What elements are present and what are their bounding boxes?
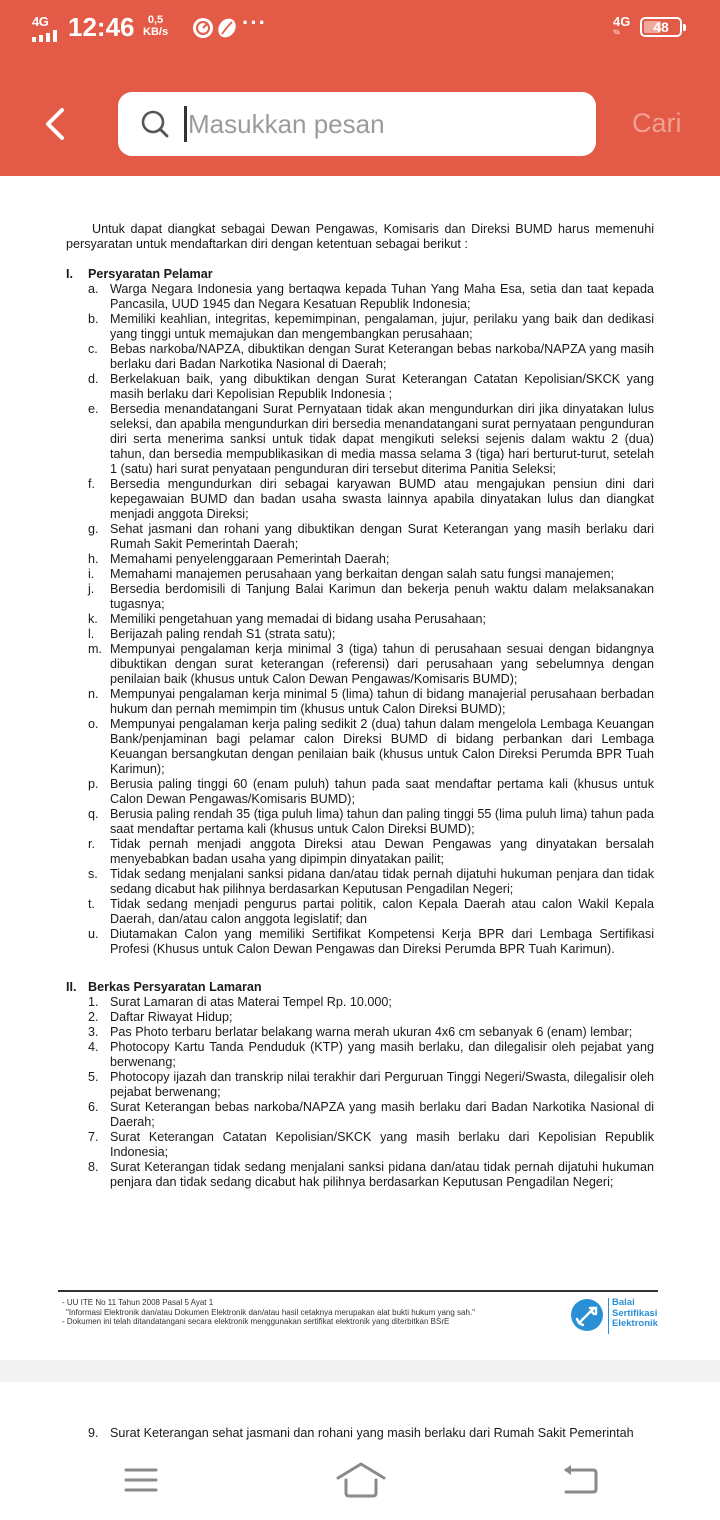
list-item: r. Tidak pernah menjadi anggota Direksi atau Dewan Pengawas yang dinyatakan bersalah menyebabkan badan usaha yang dipimpin dinyatakan pailit; — [88, 837, 654, 866]
app-leaf-icon — [216, 17, 238, 39]
list-item: u. Diutamakan Calon yang memiliki Sertifikat Kompetensi Kerja BPR dari Lembaga Sertifikasi Profesi (Khusus untuk Calon Dewan Pengawas dan Direksi Perumda BPR Tuah Karimun). — [88, 927, 654, 956]
list-item: 8. Surat Keterangan tidak sedang menjalani sanksi pidana dan/atau tidak pernah dijatuhi hukuman penjara dan tidak sedang dicabut hak pilihnya berdasarkan Keputusan Pengadilan Negeri; — [88, 1160, 654, 1189]
list-item: f. Bersedia mengundurkan diri sebagai karyawan BUMD atau mengajukan pensiun dini dari kepegawaian BUMD dan badan usaha swasta lainnya apabila dinyatakan lulus dan diangkat menjadi anggota Direksi; — [88, 477, 654, 521]
list-item: 5. Photocopy ijazah dan transkrip nilai terakhir dari Perguruan Tinggi Negeri/Swasta, dilegalisir oleh pejabat berwenang; — [88, 1070, 654, 1099]
menu-icon — [122, 1462, 162, 1498]
list-item: 4. Photocopy Kartu Tanda Penduduk (KTP) yang masih berlaku, dan dilegalisir oleh pejabat yang berwenang; — [88, 1040, 654, 1069]
home-icon — [336, 1462, 386, 1498]
list-item: n. Mempunyai pengalaman kerja minimal 5 (lima) tahun di bidang manajerial perusahaan berbadan hukum dan pernah memimpin tim (khusus untuk Calon Direksi BUMD); — [88, 687, 654, 716]
persyaratan-pelamar-list — [88, 282, 654, 957]
text-caret — [184, 106, 187, 142]
recent-apps-button[interactable] — [122, 1462, 162, 1498]
back-button[interactable] — [40, 104, 72, 144]
section-title: Berkas Persyaratan Lamaran — [88, 980, 262, 994]
berkas-persyaratan-list — [88, 995, 654, 1190]
footer-line: "Informasi Elektronik dan/atau Dokumen Elektronik dan/atau hasil cetaknya merupakan alat bukti hukum yang sah." — [66, 1307, 476, 1317]
logo-text: Balai — [612, 1297, 635, 1308]
list-item: s. Tidak sedang menjalani sanksi pidana dan/atau tidak pernah dijatuhi hukuman penjara dan tidak sedang dicabut hak pilihnya berdasarkan Keputusan Pengadilan Negeri; — [88, 867, 654, 896]
network-type-right: 4G — [613, 14, 631, 29]
list-item: q. Berusia paling rendah 35 (tiga puluh lima) tahun dan paling tinggi 55 (lima puluh lima) tahun pada saat mendaftar pertama kali (khusus untuk Calon Direksi BUMD); — [88, 807, 654, 836]
list-item: 2. Daftar Riwayat Hidup; — [88, 1010, 233, 1024]
signal-bars-icon — [32, 30, 57, 42]
search-bar[interactable] — [118, 92, 596, 156]
logo-text: Sertifikasi — [612, 1307, 658, 1319]
list-item: 1. Surat Lamaran di atas Materai Tempel Rp. 10.000; — [88, 995, 392, 1009]
list-item: b. Memiliki keahlian, integritas, kepemimpinan, pengalaman, jujur, perilaku yang baik dan dedikasi yang tinggi untuk memajukan dan mengembangkan perusahaan; — [88, 312, 654, 341]
list-item: 9. Surat Keterangan sehat jasmani dan rohani yang masih berlaku dari Rumah Sakit Pemerintah — [88, 1426, 634, 1440]
search-icon — [140, 109, 170, 139]
system-nav-bar — [0, 1440, 720, 1520]
clock: 12:46 — [68, 12, 135, 42]
back-nav-button[interactable] — [560, 1462, 600, 1498]
mobile-data-indicator — [613, 14, 630, 36]
list-item: t. Tidak sedang menjadi pengurus partai politik, calon Kepala Daerah atau calon Wakil Kepala Daerah, dan/atau calon anggota legislatif; dan — [88, 897, 654, 926]
signature-notice — [62, 1298, 562, 1327]
data-arrows-icon: ▾▴ — [613, 27, 620, 36]
next-document-page[interactable] — [0, 1382, 720, 1440]
page-separator — [0, 1360, 720, 1382]
status-bar — [0, 0, 720, 56]
section-number: I. — [66, 267, 73, 281]
list-item: h. Memahami penyelenggaraan Pemerintah Daerah; — [88, 552, 390, 566]
intro-paragraph: Untuk dapat diangkat sebagai Dewan Pengawas, Komisaris dan Direksi BUMD harus memenuhi persyaratan untuk mendaftarkan diri dengan ketentuan sebagai berikut : — [66, 222, 654, 251]
list-item: k. Memiliki pengetahuan yang memadai di bidang usaha Perusahaan; — [88, 612, 486, 626]
list-item: c. Bebas narkoba/NAPZA, dibuktikan dengan Surat Keterangan bebas narkoba/NAPZA yang masih berlaku dari Badan Narkotika Nasional di Daerah; — [88, 342, 654, 371]
key-logo-icon — [570, 1298, 604, 1332]
speed-unit: KB/s — [143, 26, 169, 38]
back-icon — [560, 1462, 600, 1498]
search-button[interactable]: Cari — [632, 108, 682, 138]
list-item: i. Memahami manajemen perusahaan yang berkaitan dengan salah satu fungsi manajemen; — [88, 567, 615, 581]
footer-divider — [58, 1290, 658, 1292]
chevron-left-icon — [40, 104, 72, 144]
list-item: 3. Pas Photo terbaru berlatar belakang warna merah ukuran 4x6 cm sebanyak 6 (enam) lembar; — [88, 1025, 633, 1039]
list-item: 6. Surat Keterangan bebas narkoba/NAPZA yang masih berlaku dari Badan Narkotika Nasional di Daerah; — [88, 1100, 654, 1129]
document-page[interactable] — [0, 176, 720, 1360]
speedometer-icon — [192, 17, 214, 39]
search-input[interactable] — [188, 102, 578, 146]
signal-indicator — [32, 14, 62, 42]
list-item: l. Berijazah paling rendah S1 (strata satu); — [88, 627, 336, 641]
section-title: Persyaratan Pelamar — [88, 267, 213, 281]
list-item: o. Mempunyai pengalaman kerja paling sedikit 2 (dua) tahun dalam mengelola Lembaga Keuangan Bank/penjaminan bagi pelamar calon Direksi BUMD di bidang perbankan dari Lembaga Keuangan bersangkutan dengan penilaian baik (khusus untuk Calon Direksi Perumda BPR Tuah Karimun); — [88, 717, 654, 776]
app-header — [0, 0, 720, 176]
list-item: m. Mempunyai pengalaman kerja minimal 3 (tiga) tahun di perusahaan sesuai dengan bidangnya dibuktikan dengan surat keterangan (referensi) dari perusahaan yang sebelumnya dengan penilaian baik (khusus untuk Calon Dewan Pengawas/Komisaris BUMD); — [88, 642, 654, 686]
section-number: II. — [66, 980, 77, 994]
network-speed — [143, 14, 168, 38]
footer-line: - Dokumen ini telah ditandatangani secara elektronik menggunakan sertifikat elektronik yang diterbitkan BSrE — [62, 1317, 450, 1327]
battery-level: 48 — [653, 19, 669, 35]
list-item: g. Sehat jasmani dan rohani yang dibuktikan dengan Surat Keterangan yang masih berlaku dari Rumah Sakit Pemerintah Daerah; — [88, 522, 654, 551]
battery-icon — [640, 17, 682, 37]
list-item: d. Berkelakuan baik, yang dibuktikan dengan Surat Keterangan Catatan Kepolisian/SKCK yang masih berlaku dari Kepolisian Republik Indonesia ; — [88, 372, 654, 401]
footer-line: - UU ITE No 11 Tahun 2008 Pasal 5 Ayat 1 — [62, 1298, 214, 1307]
more-dots-icon: ··· — [242, 10, 267, 35]
bsre-logo — [570, 1298, 660, 1338]
section-heading-persyaratan-pelamar — [66, 267, 213, 282]
speed-value: 0,5 — [147, 14, 164, 26]
list-item: 7. Surat Keterangan Catatan Kepolisian/SKCK yang masih berlaku dari Kepolisian Republik Indonesia; — [88, 1130, 654, 1159]
section-heading-berkas-persyaratan — [66, 980, 262, 995]
list-item: e. Bersedia menandatangani Surat Pernyataan tidak akan mengundurkan diri jika dinyatakan lulus seleksi, dan apabila mengundurkan diri bersedia menandatangani surat pernyataan pengunduran diri serta menerima sanksi untuk tidak dapat mengikuti seleksi sejenis dalam waktu 2 (dua) tahun, dan bersedia mempublikasikan di media massa selama 3 (tiga) hari berturut-turut, setelah 1 (satu) hari surat penyataan pengunduran diri tersebut diterima Panitia Seleksi; — [88, 402, 654, 476]
network-type-label: 4G — [32, 14, 49, 29]
list-item: p. Berusia paling tinggi 60 (enam puluh) tahun pada saat mendaftar pertama kali (khusus untuk Calon Dewan Pengawas/Komisaris BUMD); — [88, 777, 654, 806]
list-item: a. Warga Negara Indonesia yang bertaqwa kepada Tuhan Yang Maha Esa, setia dan taat kepada Pancasila, UUD 1945 dan Negara Kesatuan Republik Indonesia; — [88, 282, 654, 311]
logo-text: Elektronik — [612, 1318, 658, 1329]
list-item: j. Bersedia berdomisili di Tanjung Balai Karimun dan bekerja penuh waktu dalam melaksanakan tugasnya; — [88, 582, 654, 611]
home-button[interactable] — [336, 1462, 386, 1498]
